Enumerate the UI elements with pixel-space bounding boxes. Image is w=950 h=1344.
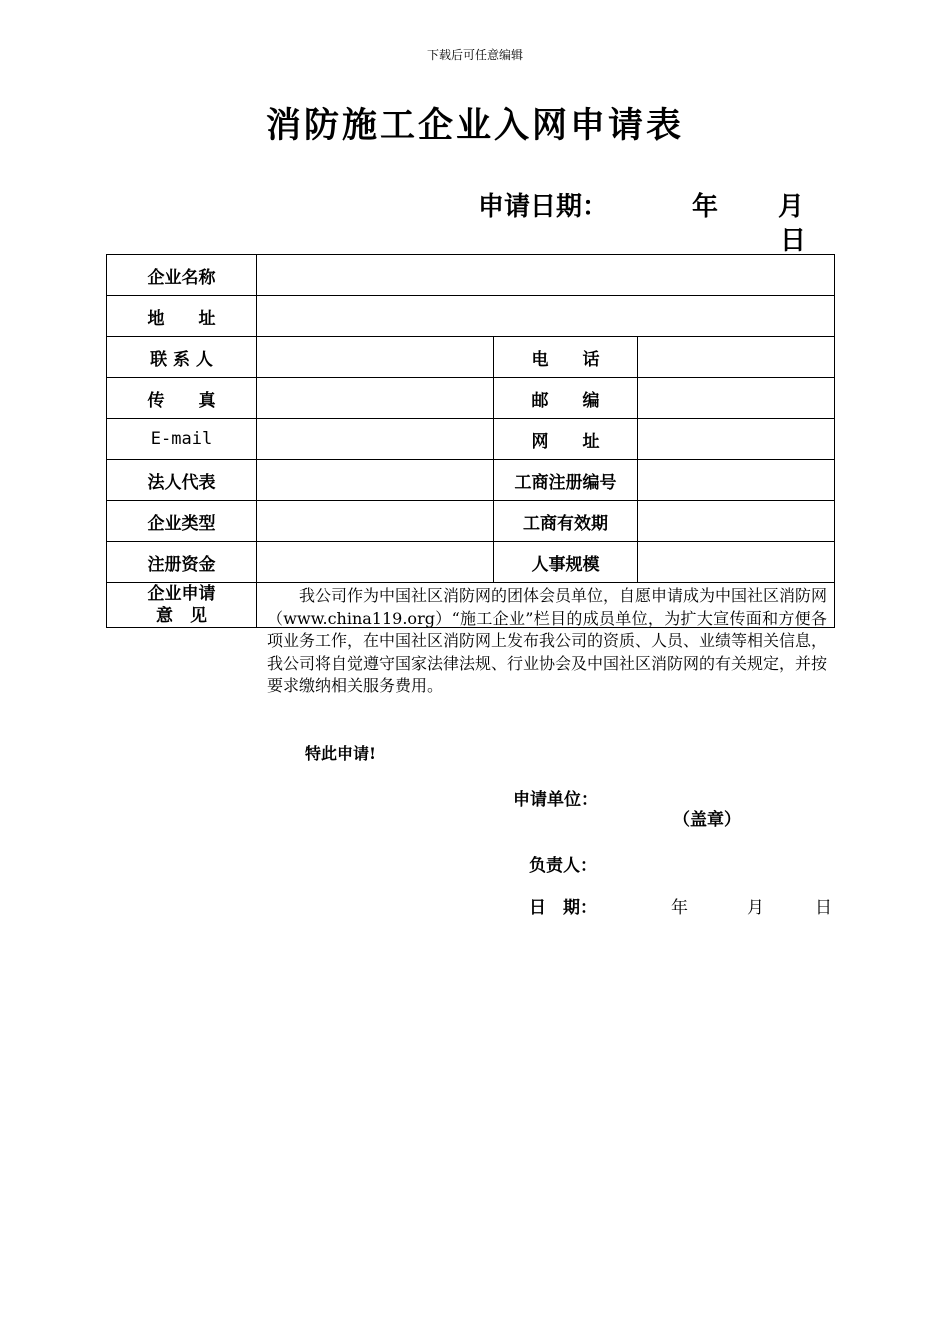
- table-row: [107, 419, 835, 460]
- address-label: 地 址: [107, 296, 257, 337]
- special-request: 特此申请!: [305, 744, 377, 763]
- company-name-field[interactable]: [257, 255, 835, 296]
- table-row: [107, 337, 835, 378]
- header-note: 下载后可任意编辑: [426, 48, 523, 62]
- validity-field[interactable]: [638, 501, 835, 542]
- staff-scale-label: 人事规模: [494, 542, 638, 583]
- table-row: [107, 542, 835, 583]
- contact-label: 联 系 人: [107, 337, 257, 378]
- capital-field[interactable]: [257, 542, 494, 583]
- legal-rep-label: 法人代表: [107, 460, 257, 501]
- table-row: [107, 460, 835, 501]
- apply-date-day: 日: [780, 226, 807, 256]
- opinion-label: [107, 583, 257, 628]
- application-form-table: [106, 254, 835, 918]
- validity-label: 工商有效期: [494, 501, 638, 542]
- postcode-field[interactable]: [638, 378, 835, 419]
- table-row: [107, 378, 835, 419]
- sign-date-month: 月: [747, 898, 764, 918]
- legal-rep-field[interactable]: [257, 460, 494, 501]
- staff-scale-field[interactable]: [638, 542, 835, 583]
- sign-date-label: 日 期：: [529, 898, 597, 918]
- table-row: [107, 296, 835, 337]
- fax-field[interactable]: [257, 378, 494, 419]
- company-type-field[interactable]: [257, 501, 494, 542]
- phone-field[interactable]: [638, 337, 835, 378]
- website-field[interactable]: [638, 419, 835, 460]
- contact-field[interactable]: [257, 337, 494, 378]
- opinion-body: [257, 583, 835, 918]
- page-title: 消防施工企业入网申请表: [265, 105, 684, 146]
- reg-no-field[interactable]: [638, 460, 835, 501]
- opinion-label-line1: 企业申请: [147, 584, 216, 604]
- fax-label: 传 真: [107, 378, 257, 419]
- apply-date-label: 申请日期：: [478, 192, 609, 222]
- capital-label: 注册资金: [107, 542, 257, 583]
- table-row: [107, 583, 835, 628]
- apply-date: [478, 186, 818, 256]
- sign-date-year: 年: [671, 898, 688, 918]
- company-type-label: 企业类型: [107, 501, 257, 542]
- apply-date-month: 月: [778, 192, 805, 222]
- website-label: 网 址: [494, 419, 638, 460]
- sign-date-day: 日: [815, 898, 832, 918]
- table-row: [107, 255, 835, 296]
- responsible-person-label: 负责人：: [529, 856, 597, 876]
- email-label: E-mail: [107, 419, 257, 460]
- company-name-label: 企业名称: [107, 255, 257, 296]
- table-row: [107, 501, 835, 542]
- postcode-label: 邮 编: [494, 378, 638, 419]
- phone-label: 电 话: [494, 337, 638, 378]
- email-field[interactable]: [257, 419, 494, 460]
- applicant-unit-label: 申请单位：: [513, 790, 598, 810]
- apply-date-year: 年: [692, 192, 719, 222]
- address-field[interactable]: [257, 296, 835, 337]
- reg-no-label: 工商注册编号: [494, 460, 638, 501]
- opinion-label-line2: 意 见: [156, 606, 207, 626]
- declaration-text: 我公司作为中国社区消防网的团体会员单位，自愿申请成为中国社区消防网（www.china119.org）“施工企业”栏目的成员单位，为扩大宣传面和方便各项业务工作，在中国社区消防网上发布我公司的资质、人员、业绩等相关信息，我公司将自觉遵守国家法律法规、行业协会及中国社区消防网的有关规定，并按要求缴纳相关服务费用。: [267, 586, 828, 695]
- seal-label: （盖章）: [673, 810, 741, 830]
